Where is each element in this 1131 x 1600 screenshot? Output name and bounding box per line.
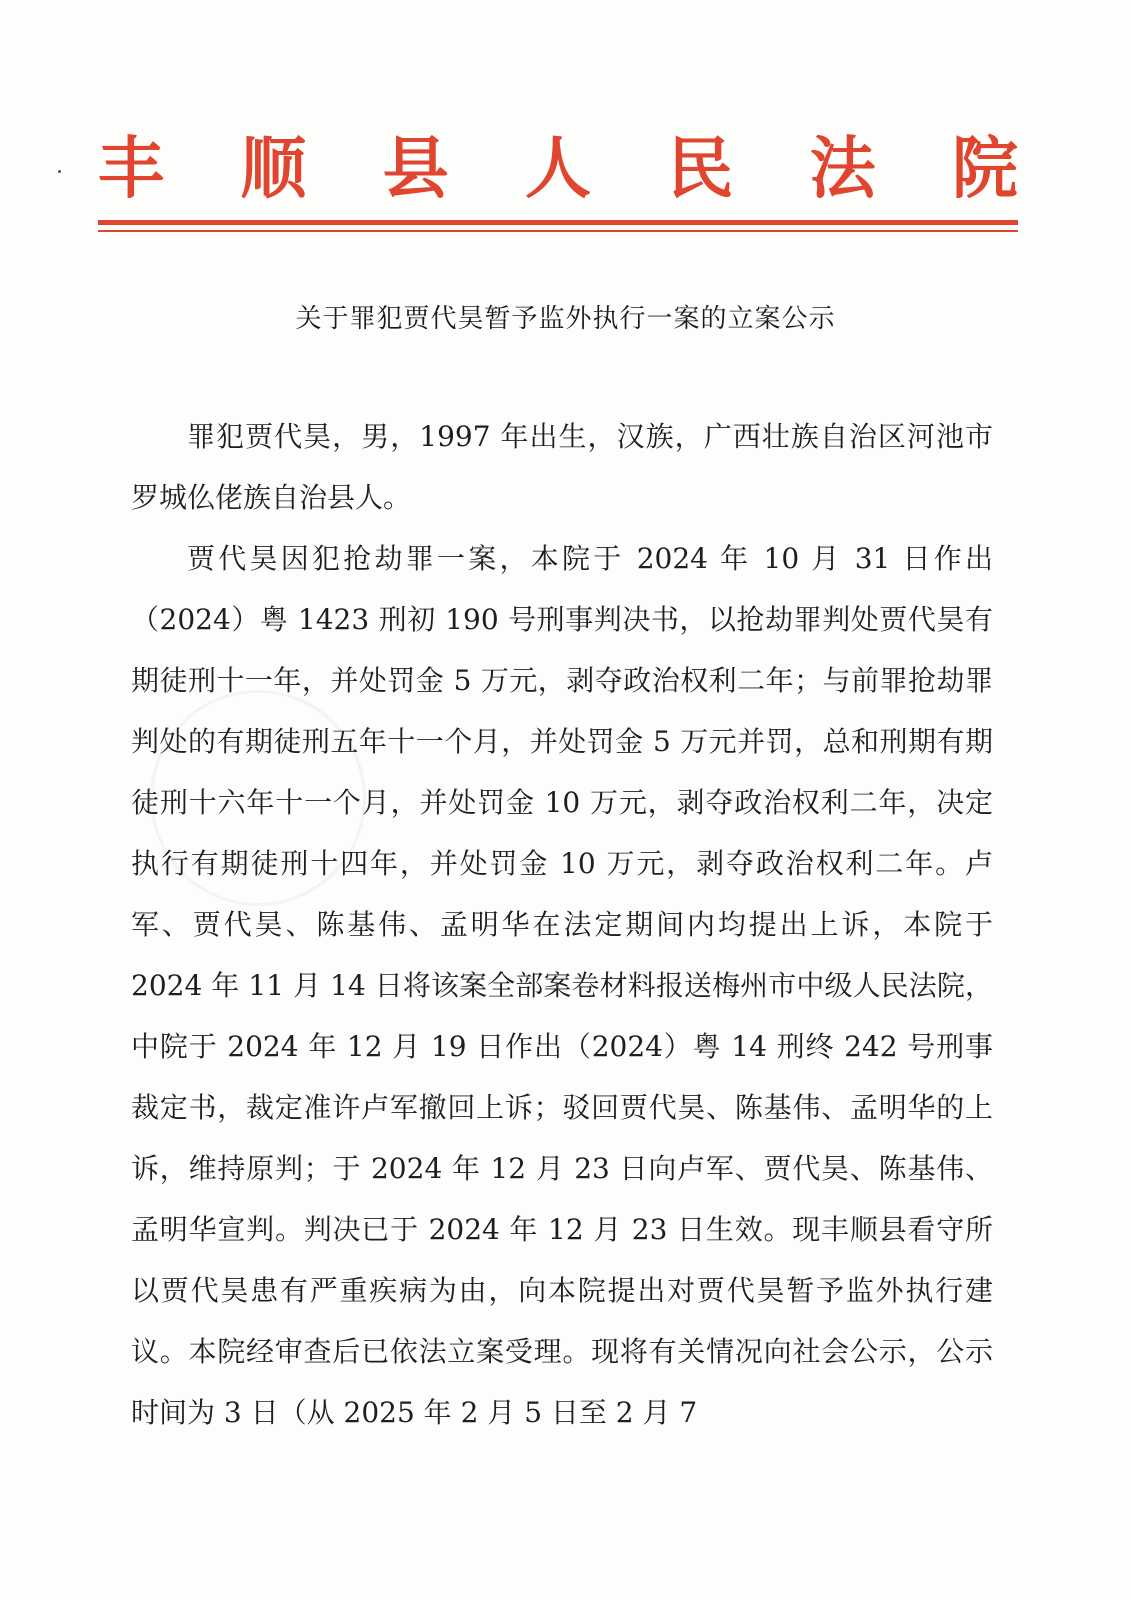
- masthead-char: 民: [667, 128, 734, 208]
- masthead-char: 法: [809, 128, 876, 208]
- document-title: 关于罪犯贾代昊暂予监外执行一案的立案公示: [295, 304, 836, 334]
- scan-speck: [58, 170, 61, 173]
- masthead-char: 人: [524, 128, 591, 208]
- masthead-char: 县: [382, 128, 449, 208]
- masthead-char: 院: [951, 128, 1018, 208]
- paragraph-defendant-info: 罪犯贾代昊，男，1997 年出生，汉族，广西壮族自治区河池市罗城仫佬族自治县人。: [131, 420, 993, 514]
- masthead-rule-thin: [98, 230, 1018, 232]
- paragraph-case-details: 贾代昊因犯抢劫罪一案，本院于 2024 年 10 月 31 日作出（2024）粤 1423 刑初 190 号刑事判决书，以抢劫罪判处贾代昊有期徒刑十一年，并处罚金 5 万元，剥夺政治权利二年；与前罪抢劫罪判处的有期徒刑五年十一个月，并处罚金 5 万元并罚，总和刑期有期徒刑十六年十一个月，并处罚金 10 万元，剥夺政治权利二年，决定执行有期徒刑十四年，并处罚金 10 万元，剥夺政治权利二年。卢军、贾代昊、陈基伟、孟明华在法定期间内均提出上诉，本院于 2024 年 11 月 14 日将该案全部案卷材料报送梅州市中级人民法院，中院于 2024 年 12 月 19 日作出（2024）粤 14 刑终 242 号刑事裁定书，裁定准许卢军撤回上诉；驳回贾代昊、陈基伟、孟明华的上诉，维持原判；于 2024 年 12 月 23 日向卢军、贾代昊、陈基伟、孟明华宣判。判决已于 2024 年 12 月 23 日生效。现丰顺县看守所以贾代昊患有严重疾病为由，向本院提出对贾代昊暂予监外执行建议。本院经审查后已依法立案受理。现将有关情况向社会公示，公示时间为 3 日（从 2025 年 2 月 5 日至 2 月 7: [131, 542, 993, 1429]
- document-body: [131, 406, 993, 1443]
- masthead-rule-thick: [98, 220, 1018, 225]
- court-masthead: [98, 118, 1018, 218]
- masthead-char: 顺: [240, 128, 307, 208]
- masthead-char: 丰: [98, 128, 164, 208]
